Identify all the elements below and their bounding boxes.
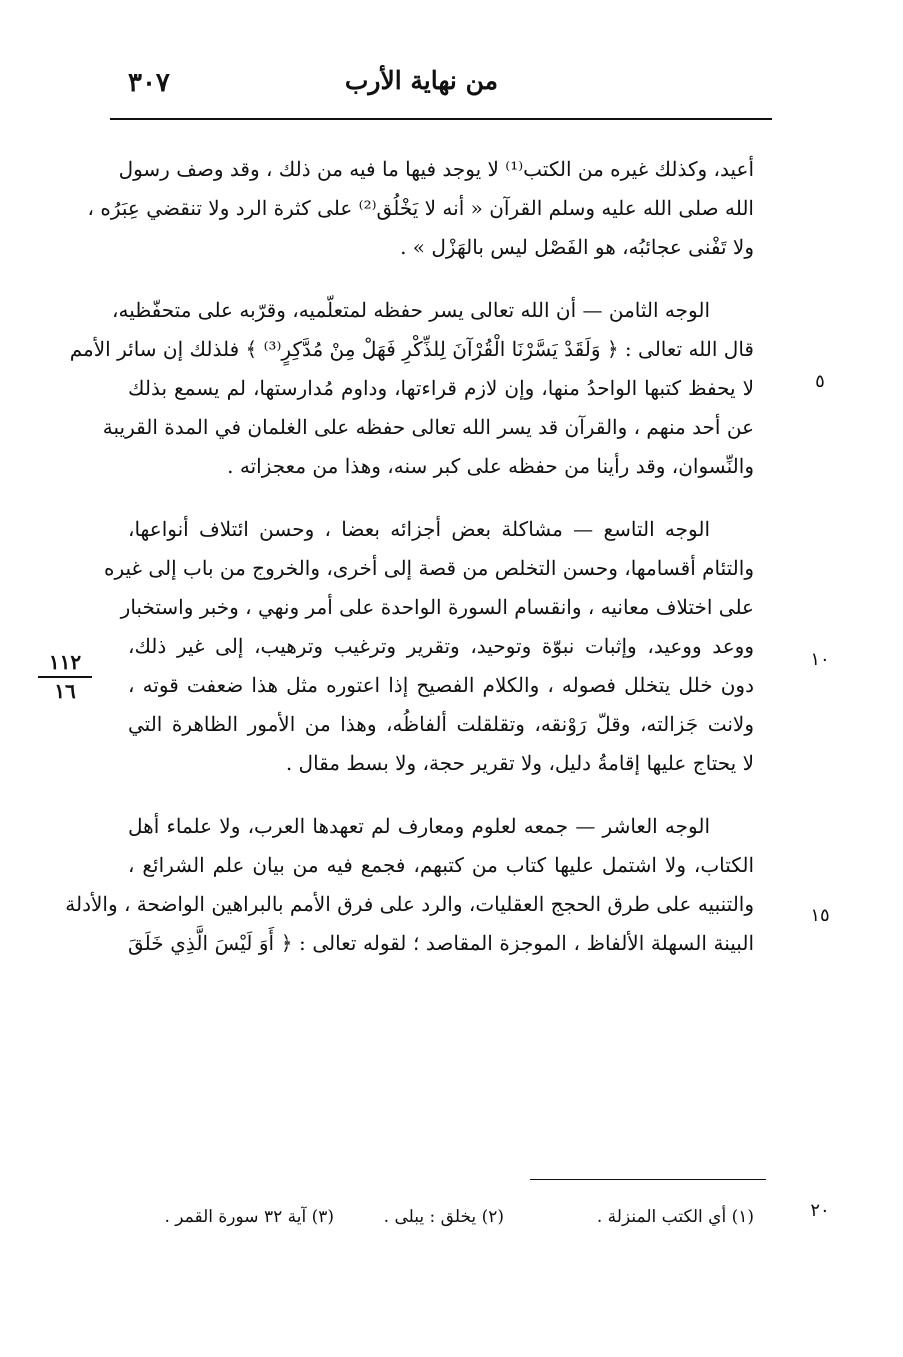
text-line: أعيد، وكذلك غيره من الكتب⁽¹⁾ لا يوجد فيها ما فيه من ذلك ، وقد وصف رسول (118, 157, 754, 181)
paragraph-4 (65, 807, 754, 963)
text-line: الكتاب، ولا اشتمل عليها كتاب من كتبهم، فجمع فيه من بيان علم الشرائع ، (128, 853, 754, 877)
text-line: الوجه الثامن — أن الله تعالى يسر حفظه لمتعلّميه، وقرّبه على متحفّظيه، (112, 298, 710, 322)
text-line: على اختلاف معانيه ، وانقسام السورة الواحدة على أمر ونهي ، وخبر واستخبار (120, 595, 754, 619)
text-line: الله صلى الله عليه وسلم القرآن « أنه لا يَخْلُق⁽²⁾ على كثرة الرد ولا تنقضي عِبَرُه ، (87, 196, 754, 220)
text-line: ولا تَفْنى عجائبُه، هو الفَصْل ليس بالهَزْل » . (400, 235, 754, 259)
paragraph-3 (103, 510, 754, 783)
text-line: والتنبيه على طرق الحجج العقليات، والرد على فرق الأمم بالبراهين الواضحة ، والأدلة (65, 892, 754, 916)
footnote-1: (١) أي الكتب المنزلة . (596, 1207, 754, 1227)
text-line: الوجه التاسع — مشاكلة بعض أجزائه بعضا ، وحسن ائتلاف أنواعها، (128, 517, 710, 541)
text-line: ووعد ووعيد، وإثبات نبوّة وتوحيد، وتقرير وترغيب وترهيب، إلى غير ذلك، (128, 634, 754, 658)
text-line: الوجه العاشر — جمعه لعلوم ومعارف لم تعهدها العرب، ولا علماء أهل (128, 814, 710, 838)
footnote-2: (٢) يخلق : يبلى . (383, 1207, 504, 1227)
margin-reference-bottom: ١٦ (54, 679, 76, 703)
text-line: لا يحفظ كتبها الواحدُ منها، وإن لازم قراءتها، وداوم مُدارستها، لم يسمع بذلك (128, 376, 754, 400)
footnote-rule (530, 1179, 766, 1180)
margin-reference (38, 648, 92, 704)
text-line: لا يحتاج عليها إقامةُ دليل، ولا تقرير حجة، ولا بسط مقال . (285, 751, 754, 775)
line-number-5: ٥ (815, 371, 825, 392)
text-line: والنِّسوان، وقد رأينا من حفظه على كبر سنه، وهذا من معجزاته . (227, 454, 754, 478)
footnote-3: (٣) آية ٣٢ سورة القمر . (164, 1207, 334, 1227)
header-rule (110, 118, 772, 120)
margin-reference-top: ١١٢ (38, 648, 92, 678)
text-line: ولانت جَزالته، وقلّ رَوْنقه، وتقلقلت ألفاظُه، وهذا من الأمور الظاهرة التي (128, 712, 754, 736)
paragraph-1 (87, 150, 754, 267)
paragraph-2 (69, 291, 754, 486)
text-line: البينة السهلة الألفاظ ، الموجزة المقاصد ؛ لقوله تعالى : ﴿ أَوَ لَيْسَ الَّذِي خَلَقَ (128, 931, 754, 955)
text-line: دون خلل يتخلل فصوله ، والكلام الفصيح إذا اعتوره مثل هذا ضعفت قوته ، (128, 673, 754, 697)
line-number-15: ١٥ (810, 905, 830, 926)
running-title: من نهاية الأرب (344, 66, 498, 95)
text-line: عن أحد منهم ، والقرآن قد يسر الله تعالى حفظه على الغلمان في المدة القريبة (102, 415, 754, 439)
line-number-20: ٢٠ (810, 1200, 830, 1221)
page-number: ٣٠٧ (128, 68, 170, 98)
text-line: والتئام أقسامها، وحسن التخلص من قصة إلى أخرى، والخروج من باب إلى غيره (103, 556, 754, 580)
line-number-10: ١٠ (810, 649, 830, 670)
text-line: قال الله تعالى : ﴿ وَلَقَدْ يَسَّرْنَا الْقُرْآنَ لِلذِّكْرِ فَهَلْ مِنْ مُدَّكِرٍ⁽³⁾ ﴾ فلذلك إن سائر الأمم (69, 337, 754, 361)
footnotes (128, 1200, 754, 1234)
